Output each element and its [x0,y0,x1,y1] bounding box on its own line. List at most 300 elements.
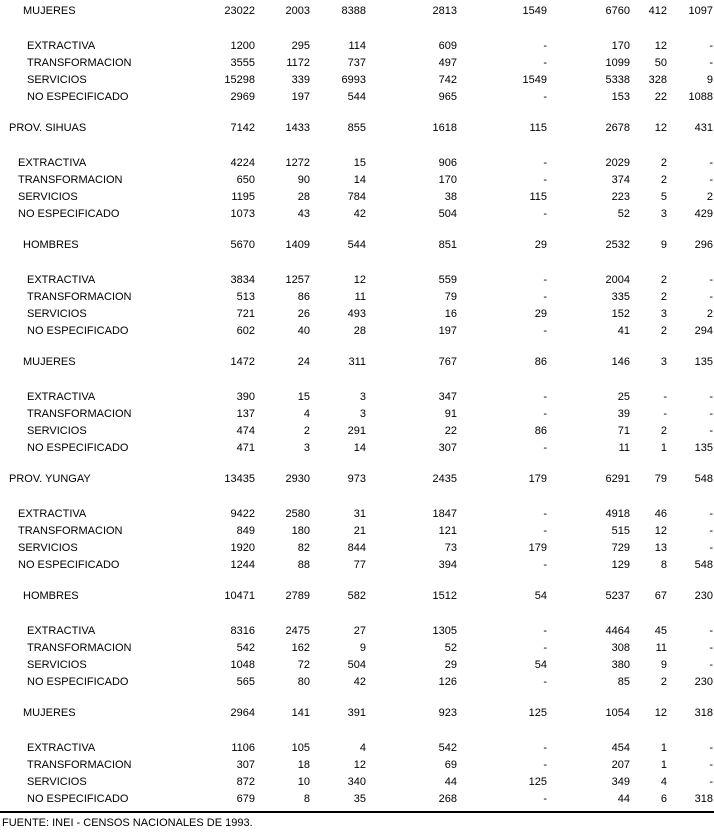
cell-value: 548 [694,472,713,485]
row-spacer [0,339,714,353]
cell-value: 42 [353,207,366,220]
table-row [0,790,714,807]
cell-value: 86 [297,290,310,303]
cell-value: 1 [660,758,667,771]
cell-value: 849 [236,524,255,537]
cell-value: - [543,290,547,303]
cell-value: 923 [438,706,457,719]
cell-value: 1409 [285,238,310,251]
cell-value: - [543,441,547,454]
table-row [0,88,714,105]
row-label: NO ESPECIFICADO [27,324,129,337]
cell-value: 8 [660,558,667,571]
cell-value: 504 [347,658,366,671]
cell-value: 2475 [285,624,310,637]
cell-value: 153 [611,90,630,103]
row-spacer [0,222,714,236]
cell-value: 86 [534,424,547,437]
cell-value: 1200 [230,39,255,52]
row-spacer [0,487,714,505]
cell-value: 721 [236,307,255,320]
cell-value: 1048 [230,658,255,671]
cell-value: 767 [438,355,457,368]
cell-value: 40 [297,324,310,337]
cell-value: - [543,792,547,805]
row-label: SERVICIOS [27,424,87,437]
cell-value: 105 [291,741,310,754]
cell-value: 52 [617,207,630,220]
cell-value: 2 [660,156,667,169]
cell-value: 23022 [224,4,255,17]
cell-value: 2 [660,324,667,337]
cell-value: 11 [618,441,630,454]
row-label: SERVICIOS [18,190,78,203]
cell-value: - [543,273,547,286]
row-label: SERVICIOS [27,307,87,320]
cell-value: 429 [694,207,713,220]
cell-value: 1618 [432,121,457,134]
cell-value: 50 [654,56,667,69]
cell-value: - [543,407,547,420]
cell-value: 13435 [224,472,255,485]
cell-value: 230 [694,589,713,602]
cell-value: 2 [706,307,713,320]
cell-value: - [543,207,547,220]
cell-value: 26 [297,307,310,320]
cell-value: 1257 [285,273,310,286]
cell-value: 340 [347,775,366,788]
row-label: EXTRACTIVA [27,624,96,637]
cell-value: - [709,775,713,788]
table-row [0,353,714,370]
cell-value: - [543,324,547,337]
row-spacer [0,456,714,470]
cell-value: 318 [694,792,713,805]
row-label: SERVICIOS [27,73,87,86]
cell-value: 784 [347,190,366,203]
cell-value: 374 [611,173,630,186]
cell-value: - [543,90,547,103]
cell-value: - [663,407,667,420]
cell-value: 3 [359,407,366,420]
cell-value: 46 [654,507,667,520]
cell-value: 16 [444,307,457,320]
row-label: PROV. SIHUAS [9,121,87,134]
cell-value: - [709,156,713,169]
cell-value: 129 [611,558,630,571]
row-label: EXTRACTIVA [27,39,96,52]
cell-value: - [709,641,713,654]
cell-value: 114 [348,39,366,52]
cell-value: 4 [359,741,366,754]
table-row [0,556,714,573]
cell-value: 71 [617,424,630,437]
cell-value: 2029 [605,156,630,169]
cell-value: 4918 [605,507,630,520]
cell-value: 14 [353,441,366,454]
cell-value: 12 [654,39,667,52]
cell-value: 844 [347,541,366,554]
cell-value: 9 [359,641,366,654]
table-row [0,388,714,405]
cell-value: 28 [297,190,310,203]
cell-value: 8 [303,792,310,805]
cell-value: 197 [291,90,310,103]
cell-value: 5670 [230,238,255,251]
cell-value: 14 [353,173,366,186]
cell-value: 25 [617,390,630,403]
cell-value: 15 [353,156,366,169]
cell-value: 328 [648,73,667,86]
cell-value: 1195 [231,190,255,203]
row-label: TRANSFORMACION [27,56,132,69]
cell-value: 1097 [688,4,713,17]
row-label: EXTRACTIVA [18,156,87,169]
cell-value: 135 [694,441,713,454]
table-row [0,704,714,721]
cell-value: 390 [236,390,255,403]
cell-value: 1472 [230,355,255,368]
cell-value: 2678 [605,121,630,134]
cell-value: 115 [529,190,547,203]
cell-value: 3 [660,307,667,320]
cell-value: 1272 [285,156,310,169]
cell-value: 1847 [432,507,457,520]
cell-value: - [543,39,547,52]
cell-value: 6291 [605,472,630,485]
cell-value: 2 [660,675,667,688]
cell-value: 11 [655,641,667,654]
cell-value: 11 [354,290,366,303]
cell-value: 4 [303,407,310,420]
cell-value: 79 [444,290,457,303]
table-row [0,2,714,19]
cell-value: 152 [611,307,630,320]
cell-value: 2532 [605,238,630,251]
cell-value: - [543,156,547,169]
cell-value: 180 [291,524,310,537]
cell-value: 45 [654,624,667,637]
cell-value: 9 [660,658,667,671]
cell-value: 1512 [432,589,457,602]
cell-value: 179 [528,541,547,554]
cell-value: 2969 [230,90,255,103]
cell-value: 318 [694,706,713,719]
cell-value: 504 [438,207,457,220]
cell-value: 170 [611,39,630,52]
table-row [0,405,714,422]
table-row [0,236,714,253]
cell-value: 474 [236,424,255,437]
row-label: NO ESPECIFICADO [27,792,129,805]
cell-value: 41 [617,324,630,337]
cell-value: 742 [438,73,457,86]
row-label: NO ESPECIFICADO [27,441,129,454]
cell-value: 90 [297,173,310,186]
cell-value: 18 [297,758,310,771]
cell-value: 73 [444,541,457,554]
row-label: MUJERES [23,4,76,17]
cell-value: 8388 [341,4,366,17]
cell-value: - [709,290,713,303]
table-row [0,322,714,339]
row-spacer [0,573,714,587]
cell-value: 54 [534,589,547,602]
cell-value: 349 [611,775,630,788]
cell-value: 162 [291,641,310,654]
cell-value: - [543,390,547,403]
table-row [0,439,714,456]
cell-value: 54 [534,658,547,671]
cell-value: 855 [347,121,366,134]
table-row [0,154,714,171]
cell-value: 394 [438,558,457,571]
cell-value: 44 [444,775,457,788]
cell-value: 307 [438,441,457,454]
cell-value: 1920 [230,541,255,554]
cell-value: 308 [611,641,630,654]
cell-value: 223 [611,190,630,203]
cell-value: 12 [353,273,366,286]
cell-value: 88 [297,558,310,571]
cell-value: - [709,624,713,637]
row-label: HOMBRES [23,238,79,251]
cell-value: - [709,507,713,520]
cell-value: 35 [353,792,366,805]
table-row [0,587,714,604]
cell-value: 548 [694,558,713,571]
cell-value: 2930 [285,472,310,485]
row-label: TRANSFORMACION [27,758,132,771]
cell-value: 3 [359,390,366,403]
cell-value: 80 [297,675,310,688]
row-label: TRANSFORMACION [27,290,132,303]
cell-value: 729 [611,541,630,554]
cell-value: 1172 [286,56,310,69]
cell-value: 679 [236,792,255,805]
cell-value: 582 [347,589,366,602]
table-row [0,288,714,305]
cell-value: - [709,407,713,420]
cell-value: 4 [660,775,667,788]
row-label: EXTRACTIVA [27,390,96,403]
cell-value: 565 [236,675,255,688]
cell-value: 15 [297,390,310,403]
cell-value: 2580 [285,507,310,520]
cell-value: 5237 [605,589,630,602]
cell-value: 3 [303,441,310,454]
cell-value: 1305 [432,624,457,637]
cell-value: 291 [347,424,366,437]
cell-value: 1 [660,741,667,754]
cell-value: 307 [236,758,255,771]
cell-value: 380 [611,658,630,671]
cell-value: - [543,56,547,69]
cell-value: 2003 [285,4,310,17]
cell-value: - [709,173,713,186]
cell-value: 2 [660,424,667,437]
cell-value: - [543,641,547,654]
cell-value: - [709,541,713,554]
cell-value: 2813 [432,4,457,17]
cell-value: - [543,173,547,186]
cell-value: 12 [654,121,667,134]
cell-value: 609 [438,39,457,52]
table-row [0,271,714,288]
row-spacer [0,136,714,154]
cell-value: 1106 [231,741,255,754]
cell-value: - [543,758,547,771]
table-row [0,639,714,656]
row-label: EXTRACTIVA [27,273,96,286]
cell-value: 2 [660,290,667,303]
cell-value: 9422 [230,507,255,520]
row-spacer [0,370,714,388]
cell-value: 6 [660,792,667,805]
row-label: TRANSFORMACION [18,173,123,186]
table-row [0,71,714,88]
table-row [0,739,714,756]
cell-value: 542 [438,741,457,754]
cell-value: 3 [660,355,667,368]
row-spacer [0,690,714,704]
cell-value: 650 [236,173,255,186]
cell-value: 121 [438,524,457,537]
cell-value: 602 [236,324,255,337]
cell-value: 311 [348,355,366,368]
table-row [0,756,714,773]
cell-value: 1 [660,441,667,454]
cell-value: 39 [617,407,630,420]
table-row [0,188,714,205]
cell-value: - [543,524,547,537]
cell-value: 7142 [230,121,255,134]
cell-value: - [543,507,547,520]
table-row [0,673,714,690]
cell-value: 2 [660,273,667,286]
cell-value: 2 [706,190,713,203]
row-label: NO ESPECIFICADO [27,90,129,103]
cell-value: 42 [353,675,366,688]
row-spacer [0,721,714,739]
cell-value: 3 [660,207,667,220]
row-label: SERVICIOS [18,541,78,554]
cell-value: 347 [438,390,457,403]
row-label: NO ESPECIFICADO [27,675,129,688]
cell-value: 973 [347,472,366,485]
cell-value: 43 [297,207,310,220]
cell-value: 22 [654,90,667,103]
cell-value: - [709,390,713,403]
cell-value: 513 [236,290,255,303]
cell-value: 28 [353,324,366,337]
table-row [0,37,714,54]
cell-value: 1549 [522,4,547,17]
cell-value: 15298 [224,73,255,86]
row-spacer [0,604,714,622]
cell-value: 2 [303,424,310,437]
table-row [0,470,714,487]
row-label: PROV. YUNGAY [9,472,91,485]
row-spacer [0,105,714,119]
cell-value: - [709,758,713,771]
cell-value: 79 [654,472,667,485]
row-label: HOMBRES [23,589,79,602]
table-row [0,305,714,322]
cell-value: 296 [694,238,713,251]
cell-value: 431 [694,121,713,134]
cell-value: 126 [438,675,457,688]
row-label: MUJERES [23,706,76,719]
cell-value: 1549 [522,73,547,86]
cell-value: 29 [534,238,547,251]
cell-value: 2 [660,173,667,186]
table-row [0,505,714,522]
cell-value: 86 [534,355,547,368]
cell-value: 5338 [605,73,630,86]
cell-value: 27 [353,624,366,637]
cell-value: 179 [528,472,547,485]
cell-value: 72 [297,658,310,671]
cell-value: 29 [534,307,547,320]
cell-value: 544 [347,238,366,251]
cell-value: 21 [353,524,366,537]
cell-value: 6760 [605,4,630,17]
cell-value: 335 [611,290,630,303]
cell-value: 12 [353,758,366,771]
cell-value: 141 [291,706,310,719]
cell-value: 1054 [605,706,630,719]
cell-value: - [543,558,547,571]
cell-value: 137 [236,407,255,420]
cell-value: 497 [438,56,457,69]
source-note: FUENTE: INEI - CENSOS NACIONALES DE 1993. [2,817,253,829]
cell-value: - [543,741,547,754]
cell-value: 170 [438,173,457,186]
cell-value: 471 [236,441,255,454]
row-label: TRANSFORMACION [27,641,132,654]
cell-value: 10471 [224,589,255,602]
row-label: NO ESPECIFICADO [18,558,120,571]
row-label: EXTRACTIVA [18,507,87,520]
cell-value: 965 [438,90,457,103]
cell-value: 2789 [285,589,310,602]
cell-value: 412 [648,4,667,17]
row-label: NO ESPECIFICADO [18,207,120,220]
cell-value: - [709,524,713,537]
cell-value: - [543,675,547,688]
cell-value: 146 [611,355,630,368]
cell-value: 125 [528,775,547,788]
row-label: MUJERES [23,355,76,368]
cell-value: 9 [706,73,713,86]
table-row [0,773,714,790]
table-row [0,656,714,673]
cell-value: - [709,56,713,69]
table-row [0,422,714,439]
cell-value: 4224 [230,156,255,169]
cell-value: 135 [694,355,713,368]
cell-value: 197 [438,324,457,337]
cell-value: 69 [444,758,457,771]
cell-value: 8316 [230,624,255,637]
cell-value: 3834 [230,273,255,286]
cell-value: - [663,390,667,403]
cell-value: - [709,273,713,286]
cell-value: 391 [347,706,366,719]
cell-value: 1244 [230,558,255,571]
cell-value: 91 [444,407,457,420]
